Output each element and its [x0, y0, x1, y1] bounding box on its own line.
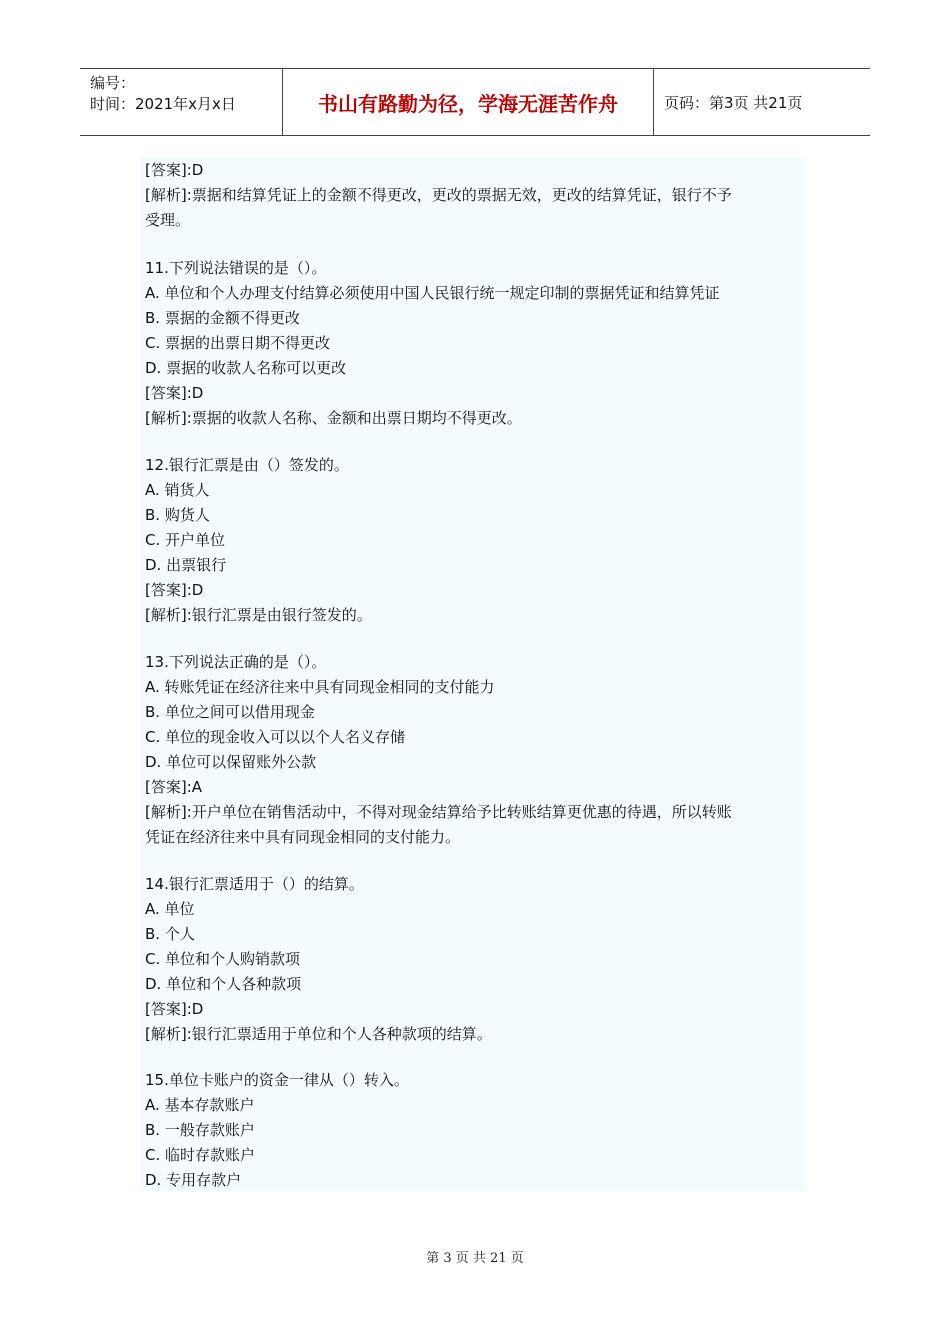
text-line: A. 单位 — [145, 900, 195, 918]
header-motto: 书山有路勤为径，学海无涯苦作舟 — [282, 69, 654, 135]
text-line: A. 基本存款账户 — [145, 1096, 255, 1114]
text-line: 凭证在经济往来中具有同现金相同的支付能力。 — [145, 828, 461, 846]
text-line: A. 销货人 — [145, 481, 210, 499]
text-line: D. 出票银行 — [145, 556, 227, 574]
text-line: 12.银行汇票是由（）签发的。 — [145, 456, 349, 474]
text-line: D. 专用存款户 — [145, 1171, 242, 1189]
text-line: [答案]:A — [145, 778, 203, 796]
text-line: B. 一般存款账户 — [145, 1121, 255, 1139]
text-line: [解析]:开户单位在销售活动中，不得对现金结算给予比转账结算更优惠的待遇，所以转账 — [145, 803, 732, 821]
page-header — [80, 68, 870, 136]
code-label: 编号： — [90, 74, 136, 92]
date-label: 时间：2021年x月x日 — [90, 95, 236, 113]
text-line: [解析]:票据的收款人名称、金额和出票日期均不得更改。 — [145, 409, 522, 427]
header-page-number: 页码：第3页 共21页 — [664, 93, 803, 112]
text-line: D. 票据的收款人名称可以更改 — [145, 359, 347, 377]
text-line: C. 临时存款账户 — [145, 1146, 256, 1164]
text-line: [解析]:票据和结算凭证上的金额不得更改，更改的票据无效，更改的结算凭证，银行不予 — [145, 186, 732, 204]
text-line: C. 票据的出票日期不得更改 — [145, 334, 331, 352]
text-line: 13.下列说法正确的是（）。 — [145, 653, 327, 671]
text-line: [答案]:D — [145, 161, 204, 179]
text-line: D. 单位可以保留账外公款 — [145, 753, 317, 771]
text-line: 受理。 — [145, 211, 191, 229]
text-line: B. 单位之间可以借用现金 — [145, 703, 315, 721]
text-line: C. 单位的现金收入可以以个人名义存储 — [145, 728, 406, 746]
text-line: 11.下列说法错误的是（）。 — [145, 259, 327, 277]
text-line: C. 开户单位 — [145, 531, 226, 549]
text-line: [答案]:D — [145, 384, 204, 402]
document-body — [140, 157, 806, 1191]
text-line: 15.单位卡账户的资金一律从（）转入。 — [145, 1071, 409, 1089]
text-line: C. 单位和个人购销款项 — [145, 950, 301, 968]
text-line: [答案]:D — [145, 581, 204, 599]
text-line: [答案]:D — [145, 1000, 204, 1018]
text-line: [解析]:银行汇票适用于单位和个人各种款项的结算。 — [145, 1025, 492, 1043]
text-line: D. 单位和个人各种款项 — [145, 975, 302, 993]
header-meta — [80, 69, 282, 135]
page-footer: 第 3 页 共 21 页 — [426, 1251, 524, 1266]
text-line: 14.银行汇票适用于（）的结算。 — [145, 875, 364, 893]
text-line: B. 个人 — [145, 925, 195, 943]
text-line: A. 单位和个人办理支付结算必须使用中国人民银行统一规定印制的票据凭证和结算凭证 — [145, 284, 720, 302]
text-line: [解析]:银行汇票是由银行签发的。 — [145, 606, 372, 624]
text-line: A. 转账凭证在经济往来中具有同现金相同的支付能力 — [145, 678, 495, 696]
text-line: B. 票据的金额不得更改 — [145, 309, 300, 327]
text-line: B. 购货人 — [145, 506, 210, 524]
